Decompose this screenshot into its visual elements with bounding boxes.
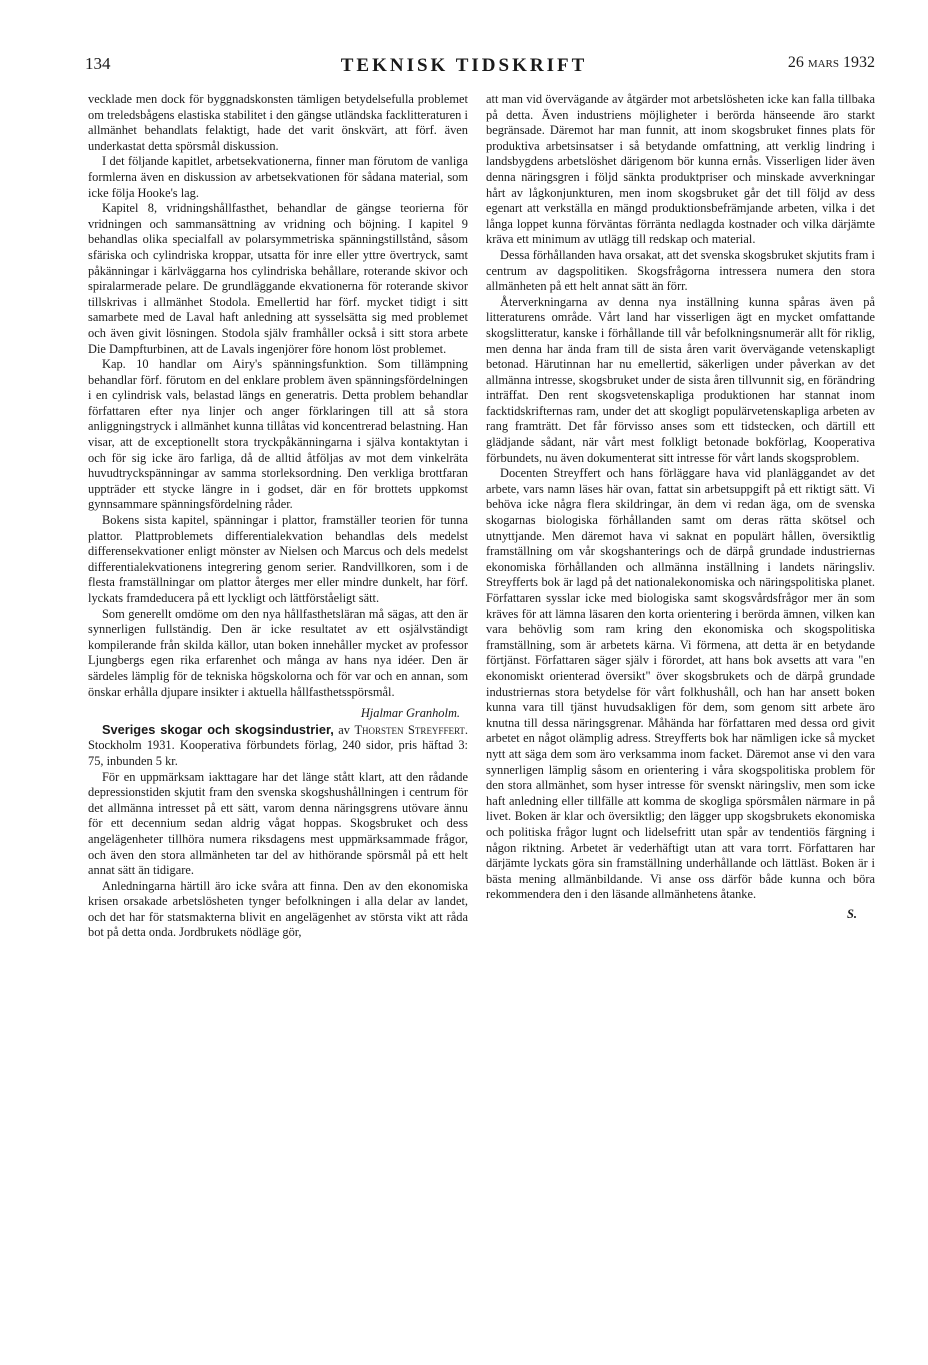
paragraph: Bokens sista kapitel, spänningar i plattor, framställer teorien för tunna plattor. Plattproblemets differentialekvation behandlas dels medelst differensekvationer enligt mönster av Nielsen och Marcus och dels medelst differentialekvationens integrering genom serier. Randvillkoren, som i de flesta framställningar om plattor återges mer eller mindre dunkelt, har förf. lyckats framdeducera på ett lyckligt och lättförståeligt sätt. (88, 513, 468, 605)
page-number: 134 (85, 54, 111, 73)
paragraph: Docenten Streyffert och hans förläggare hava vid planläggandet av det arbete, vars namn läses här ovan, fattat sin arbetsuppgift på ett riktigt sätt. Vi behöva icke några flera skildringar, än dem vi redan äga, om de svenska skogarnas biologiska förhållanden samt om deras rätta skötsel och utnyttjande. Men däremot hava vi saknat en populärt hållen, översiktlig framställning om vår skogshanterings och de därpå grundade industriernas ekonomiska förhållanden och allmänna inställning i landets näringsliv. Streyfferts bok är lagd på det nationalekonomiska och näringspolitiska planet. Författaren sysslar icke med biologiska samt skogsvårdsfrågor mer än som kräves för att lämna läsaren den korta orientering i berörda ämnen, vilken kan vara behövlig som ram kring den ekonomiska och skogspolitiska framställning, som är arbetets kärna. Vi förmena, att detta är en betydande förtjänst. Författaren säger själv i förordet, att hans bok avsetts att vara "en ekonomiskt orienterad översikt" över skogsbrukets och de därpå grundade industriernas stora betydelse för vårt folkhushåll, och han har ansett boken kunna vara till tjänst huvudsakligen för dem, som genom sitt arbete äro knutna till dessa näringsgrenar. Måhända har författaren med dessa ord givit arbetet en något olämplig adress. Streyfferts bok har nämligen icke så mycket nytt att säga dem som äro verksamma inom facket. Däremot anse vi den vara synnerligen lämplig såsom en orientering i våra skogspolitiska problem för den stora allmänhet, som hyser intresse för svenskt näringsliv, men som icke haft anledning eller tillfälle att komma de skogliga spörsmålen närmare in på livet. Boken är klar och översiktlig; den lägger upp skogsbrukets ekonomiska och politiska frågor lugnt och lidelsefritt utan spår av tendentiös färgning i någon riktning. Arbetet är vederhäftigt utan att vara torrt. Författaren har därjämte lyckats göra sin framställning underhållande och lättläst. Boken är i bästa mening allmänbildande. Vi anse oss därför både kunna och böra rekommendera den i den läsande allmänhetens åtanke. (486, 466, 875, 902)
book-author: Thorsten Streyffert. (354, 722, 469, 737)
paragraph: Dessa förhållanden hava orsakat, att det svenska skogsbruket skjutits fram i centrum av dagspolitiken. Skogsfrågorna intressera numera den stora allmänheten på ett helt annat sätt än förr. (486, 247, 875, 294)
paragraph: Som generellt omdöme om den nya hållfasthetsläran må sägas, att den är synnerligen fullständig. Den är icke resultatet av ett osjälvständigt kompilerande från skilda källor, utan boken innehåller mycket av professor Ljungbergs egen rika erfarenhet och många av hans nya idéer. Den är särdeles lämplig för de tekniska högskolorna och för var och en annan, som önskar erhålla djupare insikter i aktuella hållfasthetsspörsmål. (88, 606, 468, 699)
issue-date-text: 26 mars 1932 (787, 54, 875, 71)
book-by: av (338, 722, 350, 737)
issue-date (788, 54, 875, 72)
review-heading (88, 722, 468, 770)
paragraph: Återverkningarna av denna nya inställning kunna spåras även på litteraturens område. Vårt land har visserligen ägt en mycket omfattande skogslitteratur, kanske i förhållande till vår befolkningsnumerär allt för riklig, men denna har ända fram till de sista åren varit övervägande vetenskapligt betonad. Härutinnan har nu emellertid, säkerligen under påverkan av det allmänna intresse, skogsbruket under de sista åren tillvunnit sig, en förändring inträffat. Den rent skogsvetenskapliga produktionen har stannat inom facktidskrifternas ram, under det att skogligt populärvetenskapliga arbeten av rang framträtt. Det får förvisso anses som ett tidstecken, och därtill ett glädjande sådant, när vårt mest folkligt betonade bokförlag, Kooperativa förbundets, nu även dokumenterat sitt intresse för vårt lands skogsproblem. (486, 294, 875, 465)
review-signature: S. (847, 906, 857, 921)
paragraph: I det följande kapitlet, arbetsekvationerna, finner man förutom de vanliga formlerna även en diskussion av arbetsekvationen för sådana material, som icke följa Hooke's lag. (88, 154, 468, 200)
paragraph: vecklade men dock för byggnadskonsten tämligen betydelsefulla problemet om treledsbågens elastiska stabilitet i den gängse utländska facklitteraturen i allmänhet behandlats felaktigt, hade det varit önskvärt, att förf. även underkastat detta spörsmål diskussion. (88, 92, 468, 153)
paragraph: För en uppmärksam iakttagare har det länge stått klart, att den rådande depressionstiden skjutit fram den svenska skogshushållningen i centrum för det allmänna intresset på ett sätt, varom denna näringsgrens utövare ännu för ett decennium sedan aldrig vågat hoppas. Skogsbruket och dess angelägenheter tillhöra numera riksdagens mest uppmärksammade frågor, och även den stora allmänheten tar del av hithörande spörsmål på ett helt annat sätt än tidigare. (88, 769, 468, 878)
left-column (88, 92, 468, 941)
paragraph: att man vid övervägande av åtgärder mot arbetslösheten icke kan falla tillbaka på detta. Även industriens möjligheter i berörda hänseende äro starkt begränsade. Däremot har man funnit, att inom skogsbruket finnes plats för produktiva arbetsinsatser i så betydande omfattning, att verklig lindring i landsbygdens arbetslöshet därigenom bör kunna ernås. Visserligen lider även denna näringsgren i följd sänkta produktpriser och minskade avverkningar hårt av lågkonjunkturen, men inom skogsbruket går det till följd av dess egenart att verkställa en mängd produktionsbefrämjande arbeten, vilka i det långa loppet kunna förväntas förränta nedlagda kostnader och vilka därjämte kräva ett minimum av utlägg till redskap och material. (486, 92, 875, 247)
journal-title: TEKNISK TIDSKRIFT (340, 55, 588, 76)
paragraph: Anledningarna härtill äro icke svåra att finna. Den av den ekonomiska krisen orsakade arbetslösheten tynger befolkningen i alla delar av landet, och det har för statsmakterna blivit en angelägenhet av största vikt att råda bot på detta onda. Jordbrukets nödläge gör, (88, 878, 468, 940)
reviewer-signature: Hjalmar Granholm. (360, 706, 460, 721)
paragraph: Kap. 10 handlar om Airy's spänningsfunktion. Som tillämpning behandlar förf. förutom en del enklare problem även spänningsfördelningen i en cylindrisk vals, belastad längs en generatris. Detta problem behandlar författaren efter nya linjer och anger förklaringen till att så stora anliggningstryck i allmänhet kunna tillåtas vid koncentrerad belastning. Han visar, att de exceptionellt stora tryckpåkänningarna i själva kontaktytan i och för sig icke äro farliga, då de alltid åtföljas av mot dem vinkelräta huvudtryckspänningar av samma storleksordning. Den verkliga brottfaran uppträder ett stycke längre in i godset, där en för brottets uppkomst gynnsammare spänningsfördelning råder. (88, 357, 468, 512)
book-title: Sveriges skogar och skogsindustrier, (102, 721, 334, 737)
right-column (486, 92, 875, 922)
book-details: Stockholm 1931. Kooperativa förbundets förlag, 240 sidor, pris häftad 3: 75, inbunden 5 kr. (88, 738, 468, 768)
paragraph: Kapitel 8, vridningshållfasthet, behandlar de gängse teorierna för vridningen och sammansättning av vridning och böjning. I kapitel 9 behandlas olika specialfall av polarsymmetriska spänningstillstånd, såsom sfäriska och cylindriska kroppar, utsatta för inre eller yttre övertryck, samt påkänningar i kärlväggarna hos cylindriska behållare, roterande skivor och spiralarmerade pelare. De grundläggande ekvationerna för roterande skivor tillskrivas i allmänhet Stodola. Emellertid har förf. mycket tidigt i sitt samarbete med de Laval haft anledning att sysselsätta sig med problemet och även givit lösningen. Stodola själv framhåller också i sitt stora arbete Die Dampfturbinen, att de Lavals ingenjörer före honom löst problemet. (88, 201, 468, 356)
